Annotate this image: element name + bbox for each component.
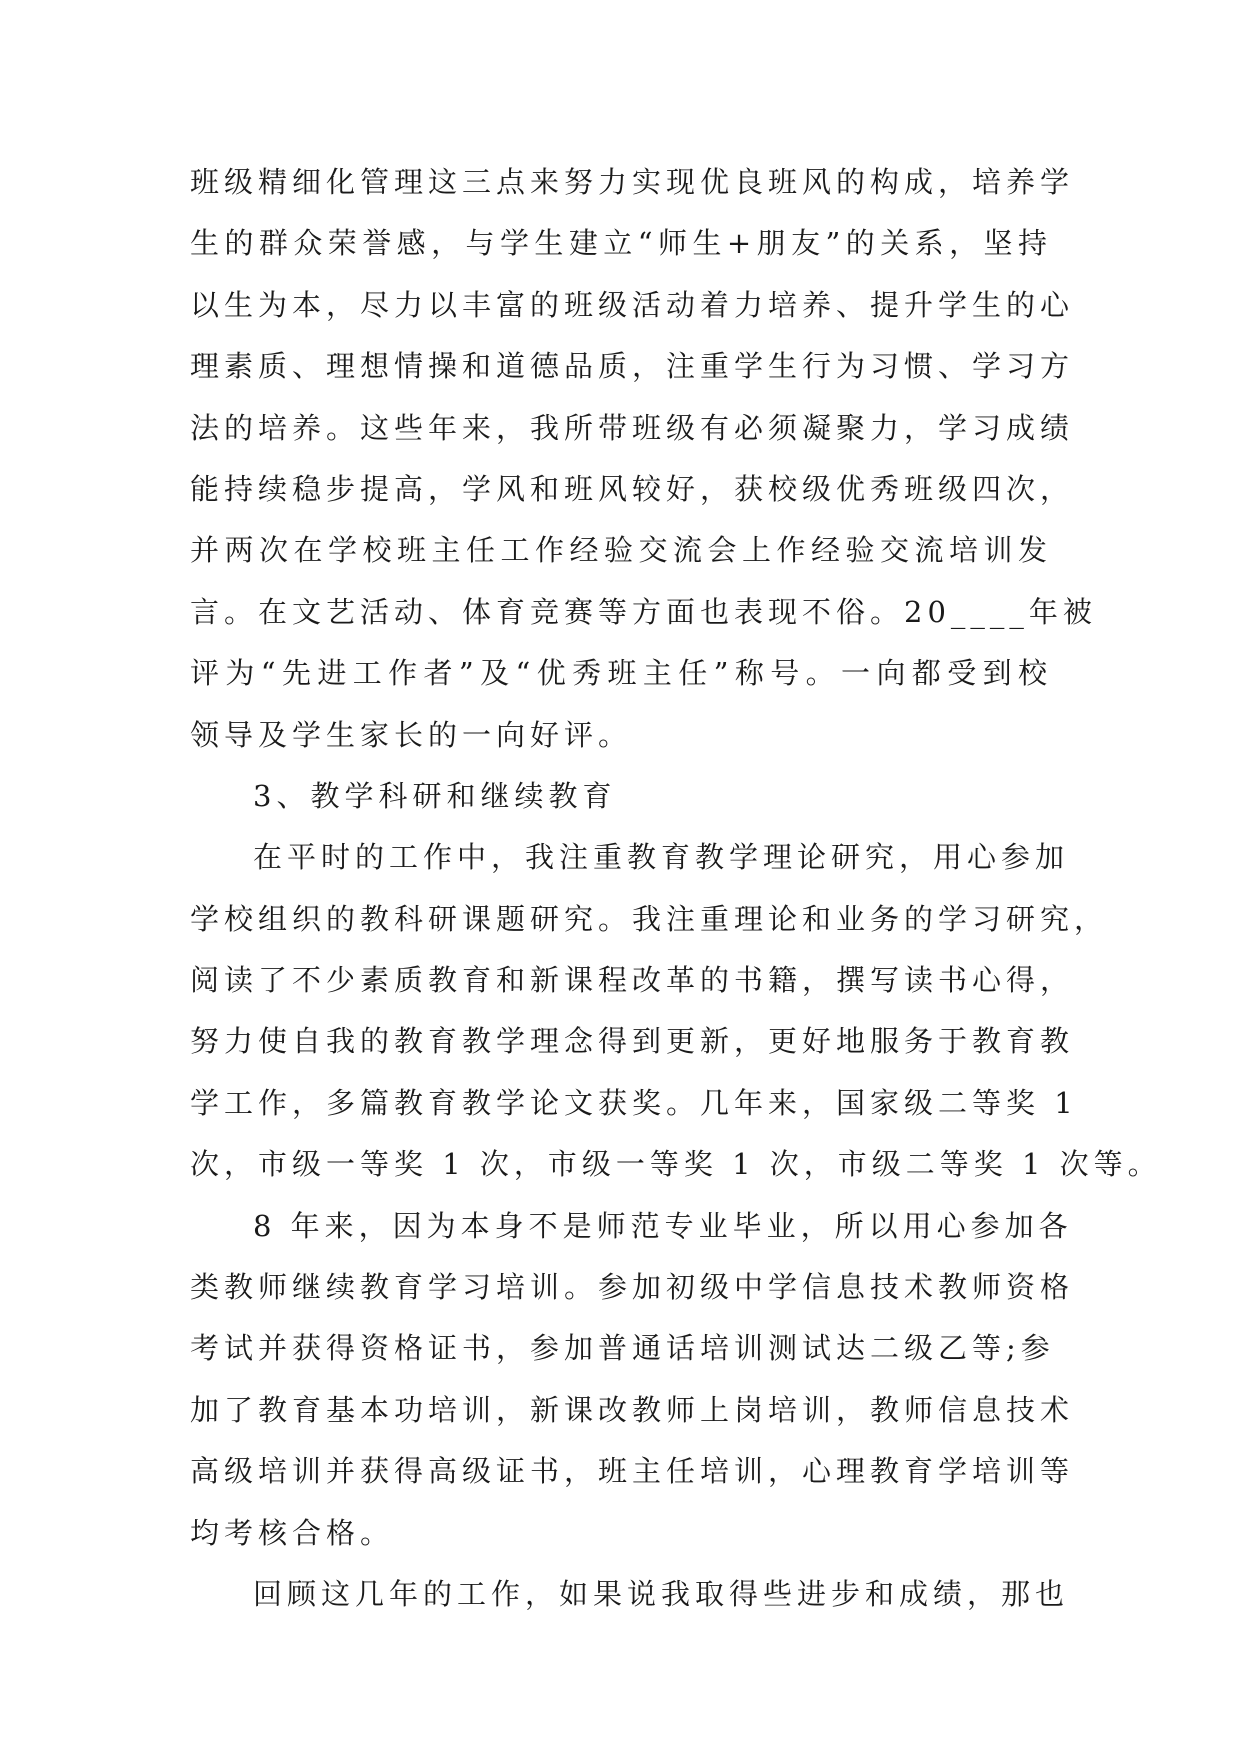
text-line: 努力使自我的教育教学理念得到更新，更好地服务于教育教	[190, 1024, 1075, 1059]
text-line: 均考核合格。	[190, 1515, 395, 1550]
text-line: 次，市级一等奖 1 次，市级一等奖 1 次，市级二等奖 1 次等。	[190, 1147, 1162, 1182]
text-line: 阅读了不少素质教育和新课程改革的书籍，撰写读书心得，	[190, 963, 1075, 998]
text-line: 评为“先进工作者”及“优秀班主任”称号。一向都受到校	[190, 656, 1052, 691]
text-line: 8 年来，因为本身不是师范专业毕业，所以用心参加各	[253, 1208, 1073, 1243]
text-line: 以生为本，尽力以丰富的班级活动着力培养、提升学生的心	[190, 287, 1075, 322]
text-line: 在平时的工作中，我注重教育教学理论研究，用心参加	[253, 840, 1070, 875]
text-line: 领导及学生家长的一向好评。	[190, 717, 633, 752]
text-line: 考试并获得资格证书，参加普通话培训测试达二级乙等;参	[190, 1331, 1055, 1366]
text-line: 并两次在学校班主任工作经验交流会上作经验交流培训发	[190, 533, 1052, 568]
text-line: 言。在文艺活动、体育竞赛等方面也表现不俗。20____年被	[190, 594, 1097, 629]
text-line: 生的群众荣誉感，与学生建立“师生+朋友”的关系，坚持	[190, 226, 1052, 261]
text-line: 高级培训并获得高级证书，班主任培训，心理教育学培训等	[190, 1454, 1075, 1489]
section-heading: 3、教学科研和继续教育	[253, 778, 617, 813]
text-line: 加了教育基本功培训，新课改教师上岗培训，教师信息技术	[190, 1392, 1075, 1427]
text-line: 学工作，多篇教育教学论文获奖。几年来，国家级二等奖 1	[190, 1085, 1078, 1120]
text-line: 回顾这几年的工作，如果说我取得些进步和成绩，那也	[253, 1576, 1070, 1611]
text-line: 类教师继续教育学习培训。参加初级中学信息技术教师资格	[190, 1270, 1075, 1305]
text-line: 理素质、理想情操和道德品质，注重学生行为习惯、学习方	[190, 349, 1075, 384]
body-text	[190, 152, 1162, 1625]
text-line: 学校组织的教科研课题研究。我注重理论和业务的学习研究，	[190, 901, 1109, 936]
text-line: 法的培养。这些年来，我所带班级有必须凝聚力，学习成绩	[190, 410, 1075, 445]
text-line: 能持续稳步提高，学风和班风较好，获校级优秀班级四次，	[190, 471, 1075, 506]
text-line: 班级精细化管理这三点来努力实现优良班风的构成，培养学	[190, 165, 1075, 199]
